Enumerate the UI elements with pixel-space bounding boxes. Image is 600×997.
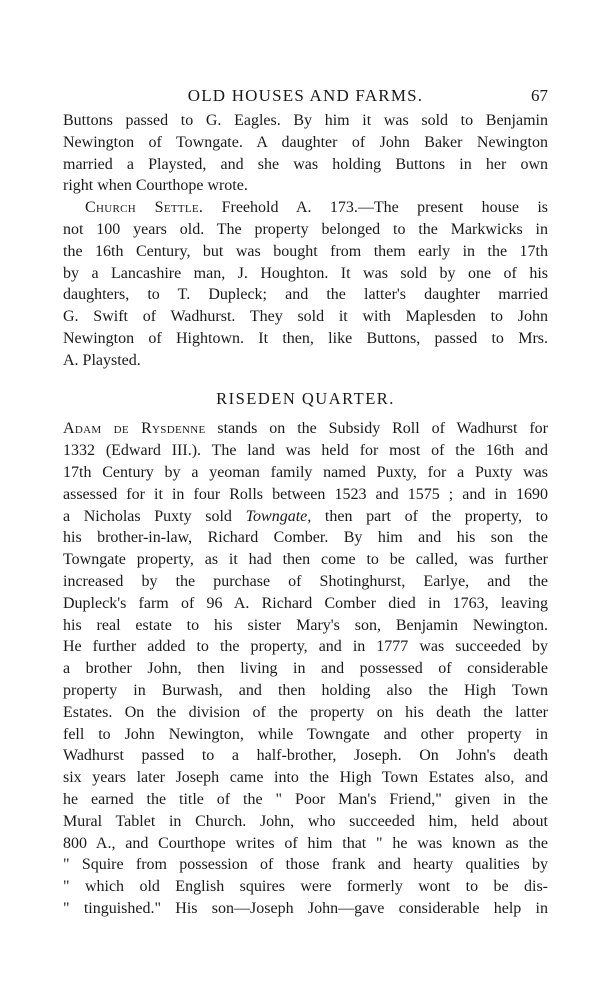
italic-towngate: Towngate,: [245, 507, 312, 525]
page-number: 67: [531, 86, 548, 105]
text-line: a brother John, then living in and possessed of considerable: [63, 660, 548, 678]
line-part: then part of the property, to: [324, 507, 549, 525]
book-page: [63, 84, 548, 920]
text-line: daughters, to T. Dupleck; and the latter's daughter married: [63, 286, 548, 304]
text-line: " tinguished." His son—Joseph John—gave considerable help in: [63, 899, 548, 917]
text-line: fell to John Newington, while Towngate and other property in: [63, 725, 548, 743]
line-remainder: stands on the Subsidy Roll of Wadhurst for: [217, 420, 549, 438]
line-part: a Nicholas Puxty sold: [63, 507, 232, 525]
text-line: A. Playsted.: [63, 351, 141, 369]
text-line: He further added to the property, and in 1777 was succeeded by: [63, 638, 548, 656]
text-line: 800 A., and Courthope writes of him that " he was known as the: [63, 834, 548, 852]
text-line: Newington of Towngate. A daughter of John Baker Newington: [63, 133, 548, 151]
text-line: Buttons passed to G. Eagles. By him it was sold to Benjamin: [63, 112, 548, 129]
text-line: [63, 506, 548, 528]
paragraph-buttons: [63, 110, 548, 197]
text-line: not 100 years old. The property belonged to the Markwicks in: [63, 220, 548, 238]
text-line: the 16th Century, but was bought from them early in the 17th: [63, 242, 548, 260]
text-line: his real estate to his sister Mary's son, Benjamin Newington.: [63, 616, 548, 634]
text-line: [63, 418, 548, 440]
text-line: Wadhurst passed to a half-brother, Joseph. On John's death: [63, 747, 548, 765]
text-line: property in Burwash, and then holding also the High Town: [63, 681, 548, 699]
running-title: OLD HOUSES AND FARMS.: [187, 86, 424, 105]
text-line: married a Playsted, and she was holding Buttons in her own: [63, 155, 548, 173]
text-line: six years later Joseph came into the High Town Estates also, and: [63, 769, 548, 787]
entry-heading-adam-de-rysdenne: Adam de Rysdenne: [63, 420, 206, 438]
text-line: assessed for it in four Rolls between 1523 and 1575 ; and in 1690: [63, 485, 548, 503]
text-line: he earned the title of the " Poor Man's Friend," given in the: [63, 790, 548, 808]
text-line: Dupleck's farm of 96 A. Richard Comber died in 1763, leaving: [63, 594, 548, 612]
text-line: " which old English squires were formerly wont to be dis-: [63, 878, 548, 896]
text-line: [63, 197, 548, 219]
text-line: 17th Century by a yeoman family named Puxty, for a Puxty was: [63, 463, 548, 481]
text-line: by a Lancashire man, J. Houghton. It was sold by one of his: [63, 264, 548, 282]
text-line: Estates. On the division of the property on his death the latter: [63, 703, 548, 721]
text-line: " Squire from possession of those frank and hearty qualities by: [63, 856, 548, 874]
text-line: increased by the purchase of Shotinghurst, Earlye, and the: [63, 572, 548, 590]
text-line: G. Swift of Wadhurst. They sold it with Maplesden to John: [63, 308, 548, 326]
text-line: Mural Tablet in Church. John, who succeeded him, held about: [63, 812, 548, 830]
section-heading: RISEDEN QUARTER.: [216, 388, 395, 408]
text-line: right when Courthope wrote.: [63, 177, 248, 195]
text-line: 1332 (Edward III.). The land was held for most of the 16th and: [63, 442, 548, 460]
running-header: [63, 84, 548, 110]
text-line: Newington of Hightown. It then, like Buttons, passed to Mrs.: [63, 329, 548, 347]
entry-heading-church-settle: Church Settle.: [85, 199, 204, 217]
line-remainder: Freehold A. 173.—The present house is: [221, 199, 549, 217]
paragraph-church-settle: [63, 197, 548, 371]
body-text: [63, 110, 548, 920]
paragraph-riseden: [63, 418, 548, 919]
text-line: Towngate property, as it had then come to be called, was further: [63, 551, 548, 569]
text-line: his brother-in-law, Richard Comber. By him and his son the: [63, 529, 548, 547]
